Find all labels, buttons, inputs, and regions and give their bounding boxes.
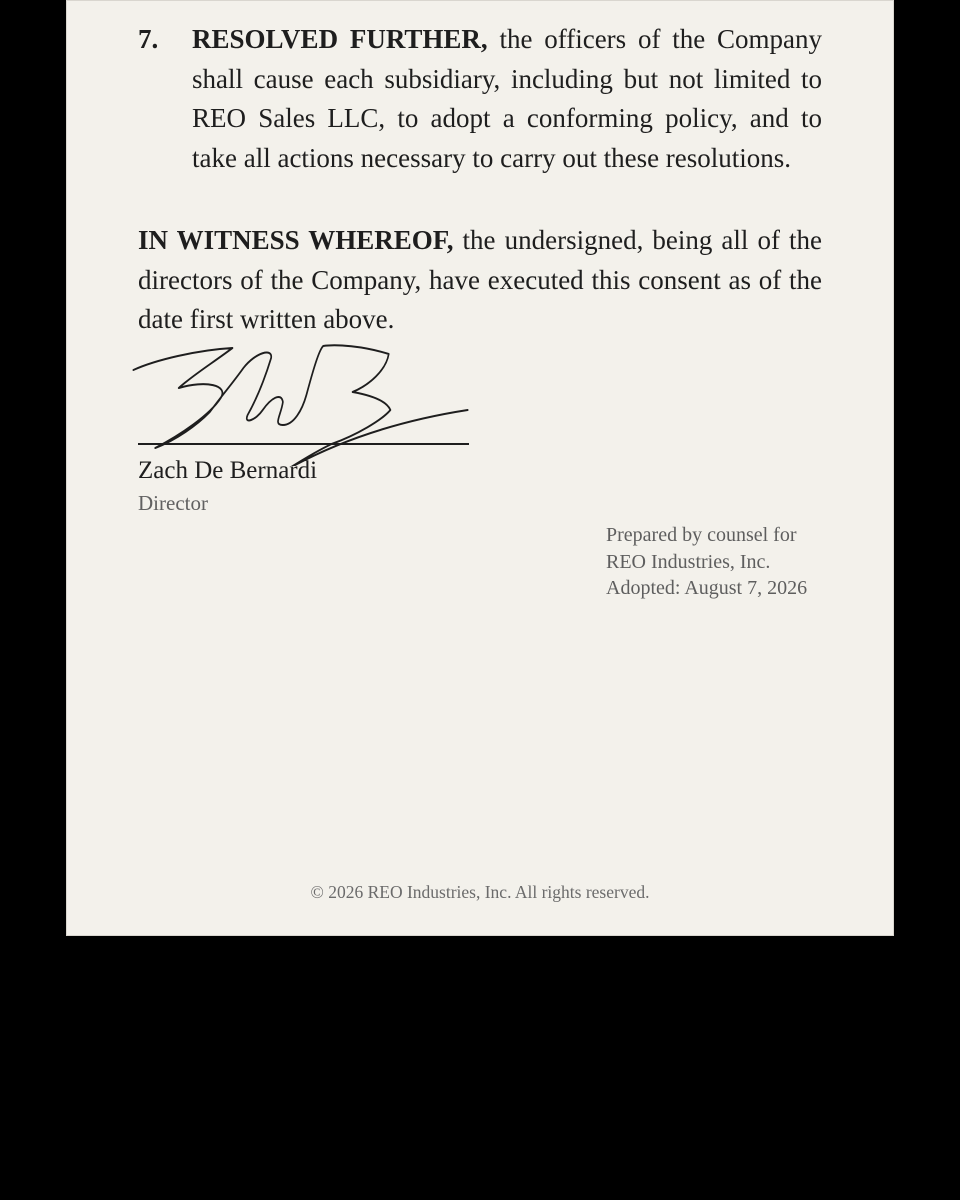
resolution-body [192,20,822,178]
resolution-paragraph [138,20,822,178]
adopted-date: Adopted: August 7, 2026 [606,577,808,599]
copyright-footer: © 2026 REO Industries, Inc. All rights reserved. [310,882,650,902]
resolution-number: 7. [138,24,159,54]
prepared-by-block [606,522,807,602]
document-page [66,0,894,936]
resolution-heading: RESOLVED FURTHER, [192,24,488,54]
resolution-text: the officers of the Company shall cause each subsidiary, including but not limited to REO Sales LLC, to adopt a conforming policy, and to take all actions necessary to carry out these resolutions. [192,24,822,173]
handwritten-signature [132,336,472,466]
witness-text: the undersigned, being all of the directors of the Company, have executed this consent as of the date first written above. [138,225,823,334]
prepared-line-2: REO Industries, Inc. [606,550,771,573]
signature-line [138,443,469,445]
signer-title: Director [138,491,208,515]
prepared-line-1: Prepared by counsel for [606,524,797,546]
witness-heading: IN WITNESS WHEREOF, [138,225,454,255]
signer-name: Zach De Bernardi [138,457,318,484]
witness-paragraph [138,221,822,340]
